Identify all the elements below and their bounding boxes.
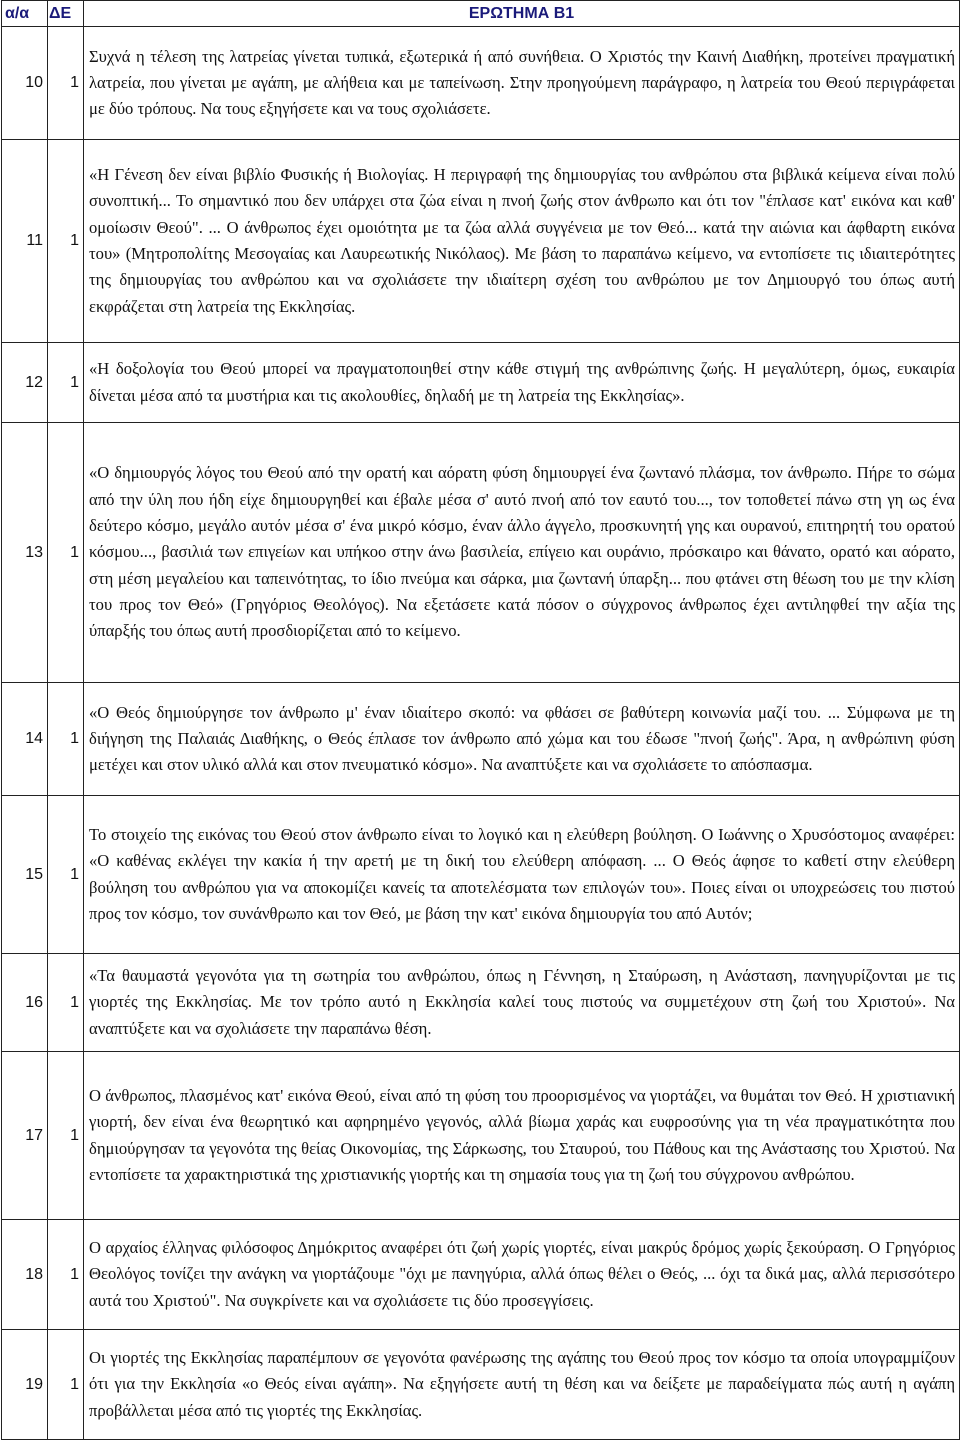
table-row bbox=[2, 1220, 960, 1330]
question-text: «Ο Θεός δημιούργησε τον άνθρωπο μ' έναν ιδιαίτερο σκοπό: να φθάσει σε βαθύτερη κοινωνία μαζί του. ... Σύμφωνα με τη διήγηση της Παλαιάς Διαθήκης, ο Θεός έπλασε τον άνθρωπο από χώμα και του έδωσε "πνοή ζωής". Άρα, η ανθρώπινη φύση μετέχει και στον υλικό αλλά και στον πνευματικό κόσμο». Να αναπτύξετε και να σχολιάσετε το απόσπασμα. bbox=[84, 683, 960, 796]
row-number: 17 bbox=[2, 1052, 48, 1220]
row-number: 16 bbox=[2, 954, 48, 1052]
row-de: 1 bbox=[48, 140, 84, 343]
row-de: 1 bbox=[48, 954, 84, 1052]
questions-table bbox=[1, 0, 960, 1440]
table-row bbox=[2, 140, 960, 343]
row-number: 14 bbox=[2, 683, 48, 796]
question-text: «Η δοξολογία του Θεού μπορεί να πραγματοποιηθεί στην κάθε στιγμή της ανθρώπινης ζωής. Η μεγαλύτερη, όμως, ευκαιρία δίνεται μέσα από τα μυστήρια και τις ακολουθίες, δηλαδή με τη λατρεία της Εκκλησίας». bbox=[84, 343, 960, 423]
table-row bbox=[2, 683, 960, 796]
row-number: 12 bbox=[2, 343, 48, 423]
question-text: Ο αρχαίος έλληνας φιλόσοφος Δημόκριτος αναφέρει ότι ζωή χωρίς γιορτές, είναι μακρύς δρόμος χωρίς ξεκούραση. Ο Γρηγόριος Θεολόγος τονίζει την ανάγκη να γιορτάζουμε "όχι με πανηγύρια, αλλά όπως θέλει ο Θεός, ... όχι τα δικά μας, αλλά περισσότερο αυτά του Χριστού". Να συγκρίνετε και να σχολιάσετε τις δύο προσεγγίσεις. bbox=[84, 1220, 960, 1330]
row-de: 1 bbox=[48, 1330, 84, 1440]
row-number: 11 bbox=[2, 140, 48, 343]
header-row bbox=[2, 1, 960, 27]
question-text: Το στοιχείο της εικόνας του Θεού στον άνθρωπο είναι το λογικό και η ελεύθερη βούληση. Ο Ιωάννης ο Χρυσόστομος αναφέρει: «Ο καθένας εκλέγει την κακία ή την αρετή με τη δική του ελεύθερη απόφαση. ... Ο Θεός άφησε το καθετί στην ελεύθερη βούληση του ανθρώπου για να αποκομίζει κανείς τα αποτελέσματα των επιλογών του». Ποιες είναι οι υποχρεώσεις του πιστού προς τον κόσμο, τον συνάνθρωπο και τον Θεό, με βάση την κατ' εικόνα δημιουργία του από Αυτόν; bbox=[84, 796, 960, 954]
row-de: 1 bbox=[48, 343, 84, 423]
table-row bbox=[2, 343, 960, 423]
row-number: 13 bbox=[2, 423, 48, 683]
row-number: 10 bbox=[2, 27, 48, 140]
row-number: 15 bbox=[2, 796, 48, 954]
row-de: 1 bbox=[48, 796, 84, 954]
table-row bbox=[2, 1052, 960, 1220]
row-de: 1 bbox=[48, 423, 84, 683]
row-de: 1 bbox=[48, 1052, 84, 1220]
row-number: 18 bbox=[2, 1220, 48, 1330]
row-de: 1 bbox=[48, 27, 84, 140]
row-number: 19 bbox=[2, 1330, 48, 1440]
table-row bbox=[2, 796, 960, 954]
header-title: ΕΡΩΤΗΜΑ Β1 bbox=[84, 1, 960, 27]
table-row bbox=[2, 27, 960, 140]
question-text: Ο άνθρωπος, πλασμένος κατ' εικόνα Θεού, είναι από τη φύση του προορισμένος να γιορτάζει, να θυμάται τον Θεό. Η χριστιανική γιορτή, δεν είναι ένα θεωρητικό και αφηρημένο γεγονός, αλλά βίωμα χαράς και ευφροσύνης για τη νέα πραγματικότητα που δημιούργησαν τα γεγονότα της θείας Οικονομίας, της Σάρκωσης, του Σταυρού, του Πάθους και της Ανάστασης του Χριστού. Να εντοπίσετε τα χαρακτηριστικά της χριστιανικής γιορτής και τη σημασία τους για τη ζωή του σύγχρονου ανθρώπου. bbox=[84, 1052, 960, 1220]
question-text: Συχνά η τέλεση της λατρείας γίνεται τυπικά, εξωτερικά ή από συνήθεια. Ο Χριστός την Καινή Διαθήκη, προτείνει πραγματική λατρεία, που γίνεται με αγάπη, με αλήθεια και με ταπείνωση. Στην προηγούμενη παράγραφο, η λατρεία του Θεού περιγράφεται με δύο τρόπους. Να τους εξηγήσετε και να τους σχολιάσετε. bbox=[84, 27, 960, 140]
table-row bbox=[2, 1330, 960, 1440]
question-text: «Η Γένεση δεν είναι βιβλίο Φυσικής ή Βιολογίας. Η περιγραφή της δημιουργίας του ανθρώπου στα βιβλικά κείμενα είναι πολύ συνοπτική... Το σημαντικό που δεν υπάρχει στα ζώα είναι η πνοή ζωής στον άνθρωπο και ότι τον "έπλασε κατ' εικόνα και καθ' ομοίωσιν Θεού". ... Ο άνθρωπος έχει ομοιότητα με τα ζώα αλλά συγγένεια με τον Θεό... κατά την αιώνια και άφθαρτη εικόνα του» (Μητροπολίτης Μεσογαίας και Λαυρεωτικής Νικόλαος). Με βάση το παραπάνω κείμενο, να εντοπίσετε τις ιδιαιτερότητες της δημιουργίας του ανθρώπου και να σχολιάσετε την ιδιαίτερη σχέση του ανθρώπου με τον Δημιουργό του όπως αυτή εκφράζεται στη λατρεία της Εκκλησίας. bbox=[84, 140, 960, 343]
row-de: 1 bbox=[48, 1220, 84, 1330]
table-row bbox=[2, 954, 960, 1052]
question-text: Οι γιορτές της Εκκλησίας παραπέμπουν σε γεγονότα φανέρωσης της αγάπης του Θεού προς τον κόσμο τα οποία υπογραμμίζουν ότι για την Εκκλησία «ο Θεός είναι αγάπη». Να εξηγήσετε αυτή τη θέση και να δείξετε με παραδείγματα πώς αυτή η αγάπη προβάλλεται μέσα από τις γιορτές της Εκκλησίας. bbox=[84, 1330, 960, 1440]
header-de: ΔΕ bbox=[48, 1, 84, 27]
table-row bbox=[2, 423, 960, 683]
row-de: 1 bbox=[48, 683, 84, 796]
question-text: «Ο δημιουργός λόγος του Θεού από την ορατή και αόρατη φύση δημιουργεί ένα ζωντανό πλάσμα, τον άνθρωπο. Πήρε το σώμα από την ύλη που ήδη είχε δημιουργηθεί και έβαλε μέσα σ' αυτό πνοή από τον εαυτό του..., τον τοποθετεί πάνω στη γη ως ένα δεύτερο κόσμο, μεγάλο αυτόν μέσα σ' ένα μικρό κόσμο, έναν άλλο άγγελο, προσκυνητή γης και ουρανού, επιτηρητή του ορατού κόσμου..., βασιλιά των επιγείων και υπήκοο στην άνω βασιλεία, επίγειο και ουράνιο, πρόσκαιρο και θάνατο, ορατό και αόρατο, στη μέση μεγαλείου και ταπεινότητας, το ίδιο πνεύμα και σάρκα, μια ζωντανή ύπαρξη... που φτάνει στη θέωση του με την κλίση του προς τον Θεό» (Γρηγόριος Θεολόγος). Να εξετάσετε κατά πόσον ο σύγχρονος άνθρωπος έχει αντιληφθεί την αξία της ύπαρξής του όπως αυτή προσδιορίζεται από το κείμενο. bbox=[84, 423, 960, 683]
question-text: «Τα θαυμαστά γεγονότα για τη σωτηρία του ανθρώπου, όπως η Γέννηση, η Σταύρωση, η Ανάσταση, πανηγυρίζονται με τις γιορτές της Εκκλησίας. Με τον τρόπο αυτό η Εκκλησία καλεί τους πιστούς να συμμετέχουν στη ζωή του Χριστού». Να αναπτύξετε και να σχολιάσετε την παραπάνω θέση. bbox=[84, 954, 960, 1052]
header-aa: α/α bbox=[2, 1, 48, 27]
